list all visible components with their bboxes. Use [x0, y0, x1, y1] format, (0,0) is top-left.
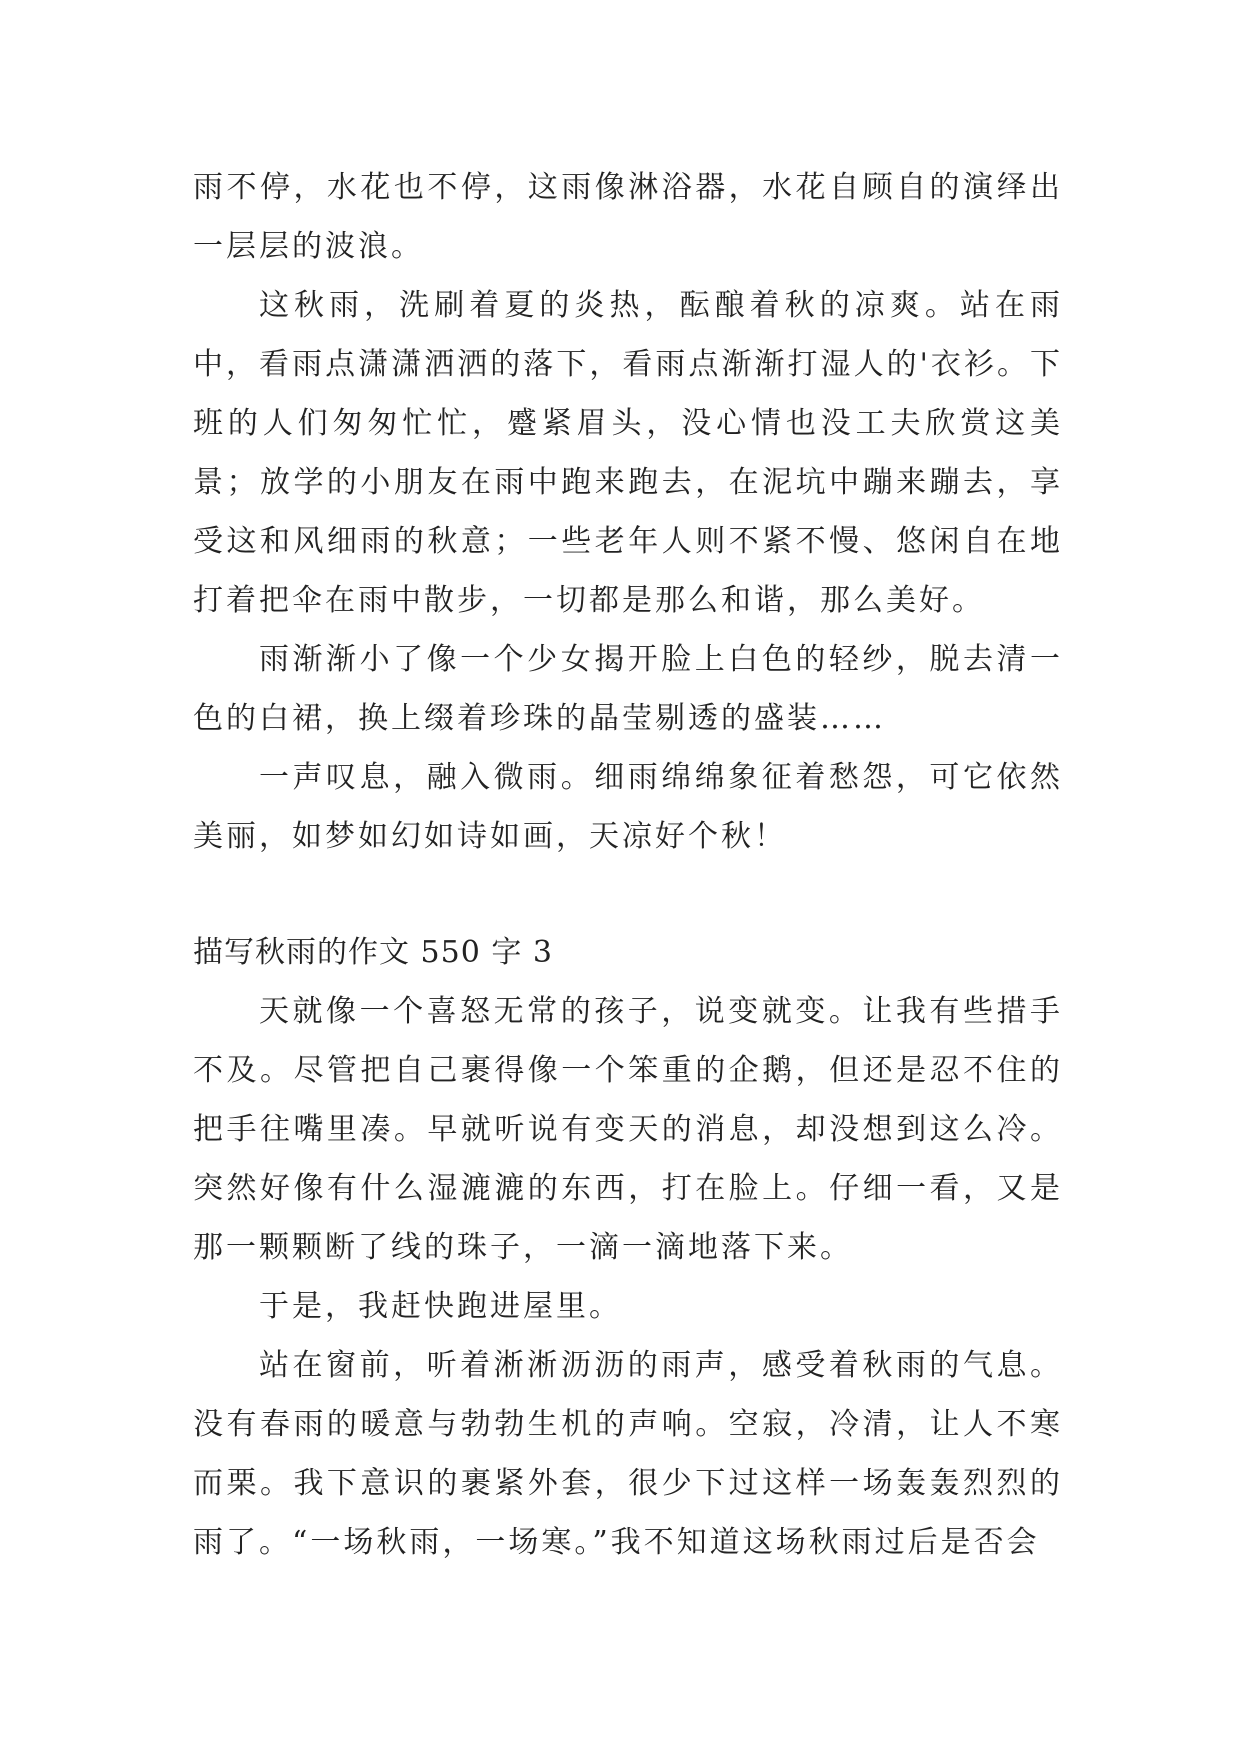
paragraph-sigh: 一声叹息，融入微雨。细雨绵绵象征着愁怨，可它依然美丽，如梦如幻如诗如画，天凉好个秋！ — [193, 760, 1063, 854]
section-heading: 描写秋雨的作文 550 字 3 — [193, 935, 553, 970]
paragraph-rain-subsides: 雨渐渐小了像一个少女揭开脸上白色的轻纱，脱去清一色的白裙，换上缀着珍珠的晶莹剔透的盛装…… — [193, 642, 1063, 736]
paragraph-weather-changes: 天就像一个喜怒无常的孩子，说变就变。让我有些措手不及。尽管把自己裹得像一个笨重的企鹅，但还是忍不住的把手往嘴里凑。早就听说有变天的消息，却没想到这么冷。突然好像有什么湿漉漉的东西，打在脸上。仔细一看，又是那一颗颗断了线的珠子，一滴一滴地落下来。 — [193, 994, 1063, 1265]
document-body — [193, 158, 1063, 1572]
paragraph-at-window: 站在窗前，听着淅淅沥沥的雨声，感受着秋雨的气息。没有春雨的暖意与勃勃生机的声响。空寂，冷清，让人不寒而栗。我下意识的裹紧外套，很少下过这样一场轰轰烈烈的雨了。“一场秋雨，一场寒。”我不知道这场秋雨过后是否会 — [193, 1348, 1063, 1560]
paragraph-run-inside: 于是，我赶快跑进屋里。 — [259, 1289, 622, 1324]
paragraph-autumn-rain-scene: 这秋雨，洗刷着夏的炎热，酝酿着秋的凉爽。站在雨中，看雨点潇潇洒洒的落下，看雨点渐渐打湿人的'衣衫。下班的人们匆匆忙忙，蹙紧眉头，没心情也没工夫欣赏这美景；放学的小朋友在雨中跑来跑去，在泥坑中蹦来蹦去，享受这和风细雨的秋意；一些老年人则不紧不慢、悠闲自在地打着把伞在雨中散步，一切都是那么和谐，那么美好。 — [193, 288, 1063, 618]
paragraph-rain-continues: 雨不停，水花也不停，这雨像淋浴器，水花自顾自的演绎出一层层的波浪。 — [193, 170, 1063, 264]
